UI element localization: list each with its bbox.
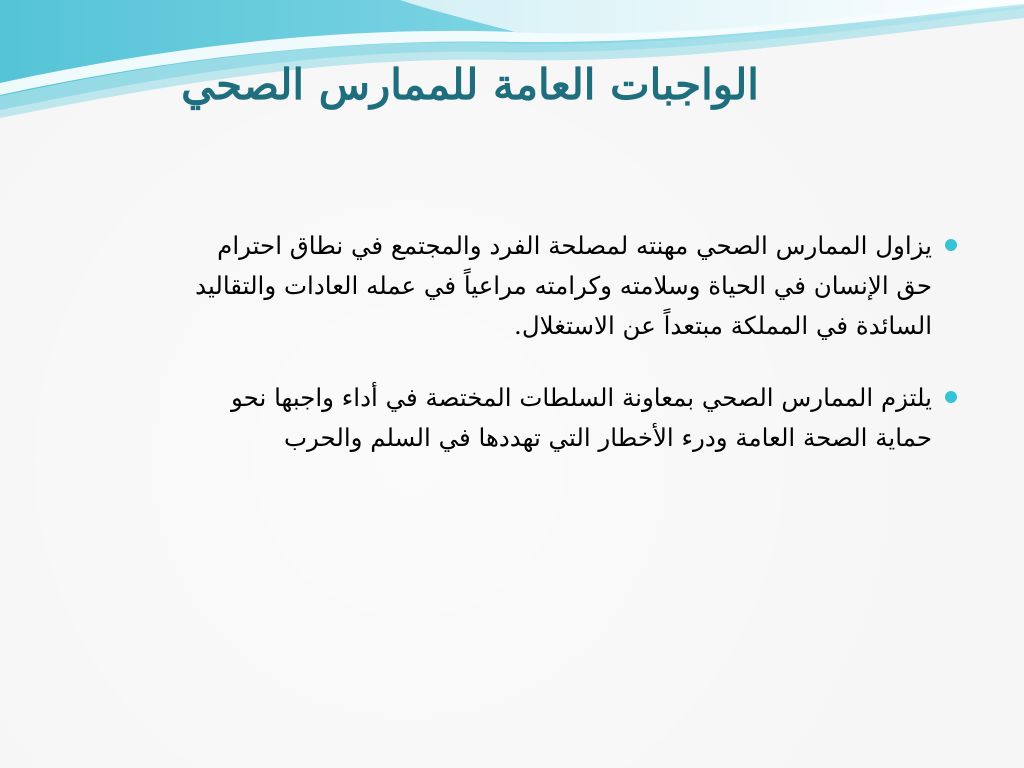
bullet-dot-icon [945,239,957,251]
bullet-dot-icon [945,391,957,403]
bullet-item [80,226,960,346]
slide-title: الواجبات العامة للممارس الصحي [181,60,759,109]
bullet-line: السائدة في المملكة مبتعداً عن الاستغلال. [514,311,932,340]
bullet-list [80,226,960,490]
bullet-item [80,378,960,458]
bullet-line: حق الإنسان في الحياة وسلامته وكرامته مراعياً في عمله العادات والتقاليد [195,271,932,300]
bullet-line: حماية الصحة العامة ودرء الأخطار التي تهددها في السلم والحرب [283,423,932,452]
bullet-line: يلتزم الممارس الصحي بمعاونة السلطات المختصة في أداء واجبها نحو [230,383,932,412]
bullet-line: يزاول الممارس الصحي مهنته لمصلحة الفرد والمجتمع في نطاق احترام [217,231,932,260]
